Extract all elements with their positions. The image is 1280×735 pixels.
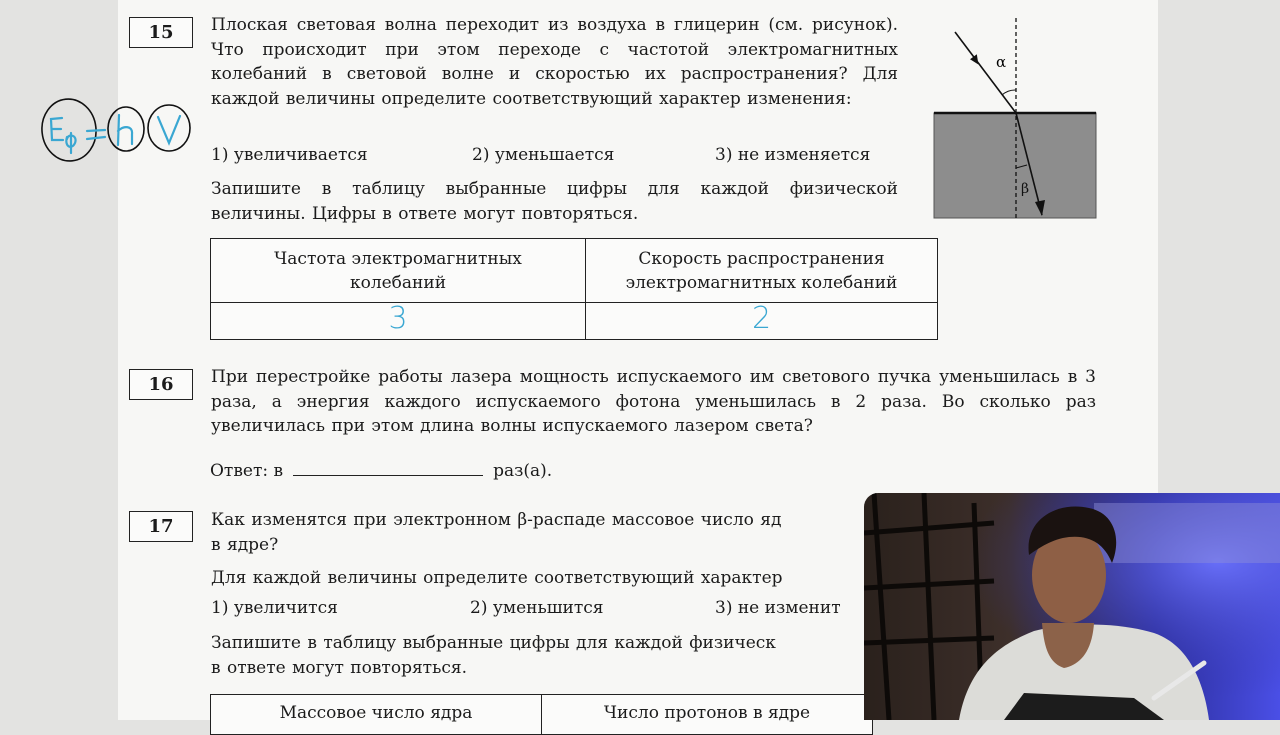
answer-cell-speed[interactable] — [586, 303, 938, 340]
q15-option-1: 1) увеличивается — [211, 145, 368, 165]
question-17-answer-table — [210, 694, 873, 735]
question-17-instruction-1: Для каждой величины определите соответствующий характер — [211, 568, 783, 588]
table-header-mass-number: Массовое число ядра — [211, 695, 542, 735]
answer-suffix: раз(а). — [493, 461, 553, 481]
answer-prefix: Ответ: в — [210, 461, 284, 481]
q15-option-3: 3) не изменяется — [715, 145, 871, 165]
q17-option-3: 3) не изменит — [715, 598, 841, 618]
question-17-text-line-1: Как изменятся при электронном β-распаде массовое число яд — [211, 510, 782, 530]
glycerin-medium — [934, 113, 1096, 218]
question-17-instruction-2-line-1: Запишите в таблицу выбранные цифры для каждой физическ — [211, 633, 776, 653]
alpha-arc — [1002, 90, 1016, 95]
incident-ray — [955, 32, 1016, 113]
q17-option-1: 1) увеличится — [211, 598, 338, 618]
answer-cell-frequency[interactable] — [211, 303, 586, 340]
table-header-speed: Скорость распространения электромагнитных колебаний — [586, 239, 938, 303]
refraction-figure — [925, 10, 1105, 225]
annotation-text: Eф = h V — [38, 95, 43, 96]
question-16-answer-line — [210, 457, 552, 481]
question-17-number: 17 — [129, 511, 193, 542]
beta-label: β — [1021, 181, 1030, 197]
question-17-text-line-2: в ядре? — [211, 535, 279, 555]
question-15-text: Плоская световая волна переходит из воздуха в глицерин (см. рисунок). Что происходит при этом переходе с частотой электромагнитных колебаний в световой волне и скоростью их распространения? Для каждой величины определите соответствующий характер изменения: — [211, 15, 898, 109]
q17-option-2: 2) уменьшится — [470, 598, 604, 618]
answer-blank[interactable] — [293, 457, 483, 476]
question-15-number: 15 — [129, 17, 193, 48]
question-15-instruction: Запишите в таблицу выбранные цифры для каждой физической величины. Цифры в ответе могут повторяться. — [211, 179, 898, 224]
handwritten-answer-1: 3 — [388, 301, 408, 336]
q15-option-2: 2) уменьшается — [472, 145, 615, 165]
question-17-instruction-2-line-2: в ответе могут повторяться. — [211, 658, 467, 678]
webcam-overlay — [864, 493, 1280, 720]
alpha-label: α — [996, 53, 1007, 71]
question-16-number: 16 — [129, 369, 193, 400]
question-15-answer-table — [210, 238, 938, 340]
question-16-text: При перестройке работы лазера мощность испускаемого им светового пучка уменьшилась в 3 раза, а энергия каждого испускаемого фотона уменьшилась в 2 раза. Во сколько раз увеличилась при этом длина волны испускаемого лазером света? — [211, 367, 1096, 436]
table-header-frequency: Частота электромагнитных колебаний — [211, 239, 586, 303]
webcam-video — [864, 493, 1280, 720]
table-header-proton-count: Число протонов в ядре — [542, 695, 873, 735]
handwritten-annotation — [38, 95, 198, 170]
handwritten-answer-2: 2 — [751, 301, 772, 336]
annotation-circles — [39, 96, 190, 163]
